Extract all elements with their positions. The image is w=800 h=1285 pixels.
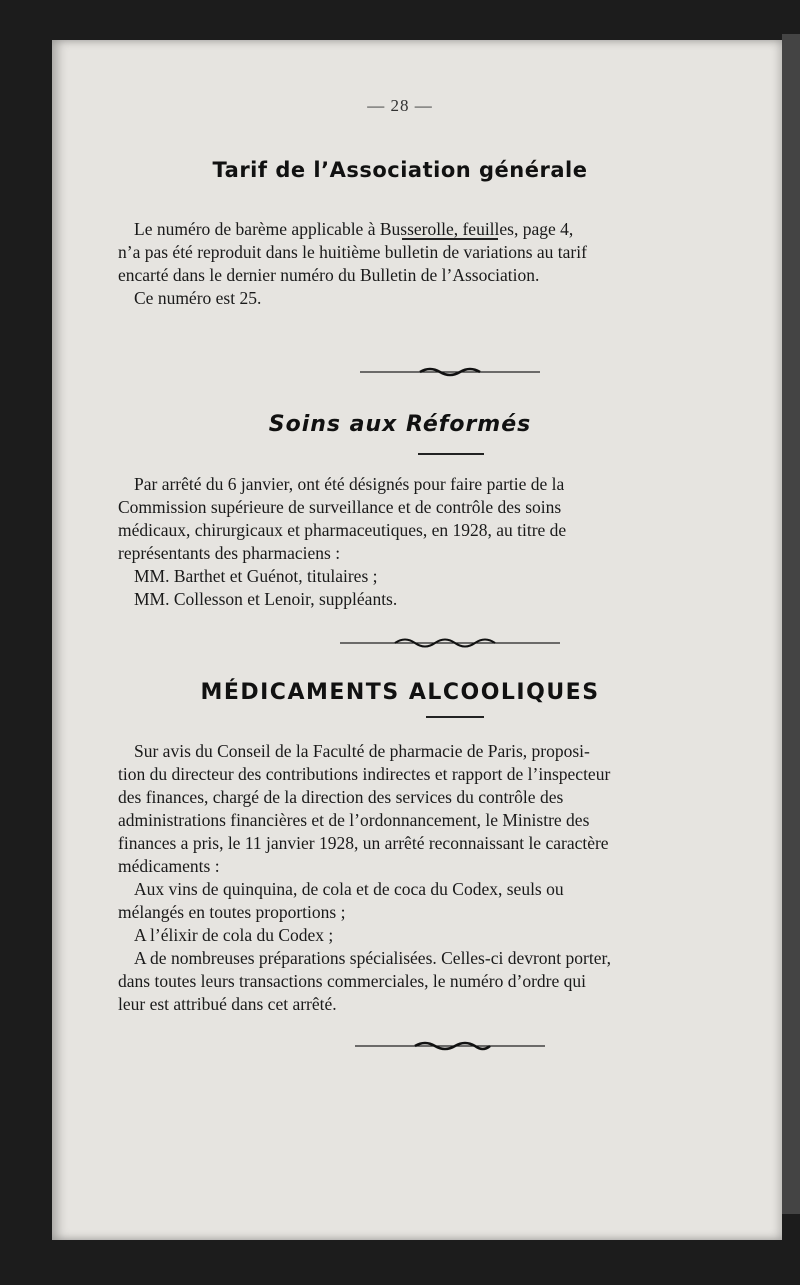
text-line: Aux vins de quinquina, de cola et de coca du Codex, seuls ou [134,879,564,899]
section-body-soins [118,473,686,611]
text-line: Commission supérieure de surveillance et de contrôle des soins [118,497,562,517]
text-line: A de nombreuses préparations spécialisées. Celles-ci devront porter, [134,948,611,968]
text-line: administrations financières et de l’ordonnancement, le Ministre des [118,810,590,830]
section-body-tarif [118,218,686,310]
page-edge [782,34,800,1214]
section-body-medicaments [118,740,686,1016]
text-line: n’a pas été reproduit dans le huitième bulletin de variations au tarif [118,242,587,262]
page-number: — 28 — [367,96,433,115]
text-line: A l’élixir de cola du Codex ; [134,925,334,945]
title-underline [426,716,484,718]
title-underline [418,453,484,455]
text-line: Ce numéro est 25. [134,288,262,308]
text-line: MM. Collesson et Lenoir, suppléants. [134,589,398,609]
text-line: mélangés en toutes proportions ; [118,902,346,922]
text-line: représentants des pharmaciens : [118,543,341,563]
text-line: dans toutes leurs transactions commerciales, le numéro d’ordre qui [118,971,586,991]
text-line: Le numéro de barème applicable à Busserolle, feuilles, page 4, [134,219,574,239]
text-line: tion du directeur des contributions indirectes et rapport de l’inspecteur [118,764,611,784]
text-line: MM. Barthet et Guénot, titulaires ; [134,566,378,586]
text-line: médicaux, chirurgicaux et pharmaceutiques, en 1928, au titre de [118,520,567,540]
section-title-soins: Soins aux Réformés [268,412,532,437]
ornament-divider [340,636,560,650]
text-line: des finances, chargé de la direction des services du contrôle des [118,787,564,807]
ornament-divider [355,1040,545,1052]
text-line: Sur avis du Conseil de la Faculté de pharmacie de Paris, proposi- [134,741,590,761]
ornament-divider [360,366,540,378]
text-line: leur est attribué dans cet arrêté. [118,994,337,1014]
section-title-tarif: Tarif de l’Association générale [212,158,588,182]
text-line: finances a pris, le 11 janvier 1928, un arrêté reconnaissant le caractère [118,833,609,853]
section-title-medicaments: MÉDICAMENTS ALCOOLIQUES [200,680,600,705]
text-line: Par arrêté du 6 janvier, ont été désignés pour faire partie de la [134,474,565,494]
text-line: médicaments : [118,856,220,876]
text-line: encarté dans le dernier numéro du Bulletin de l’Association. [118,265,540,285]
